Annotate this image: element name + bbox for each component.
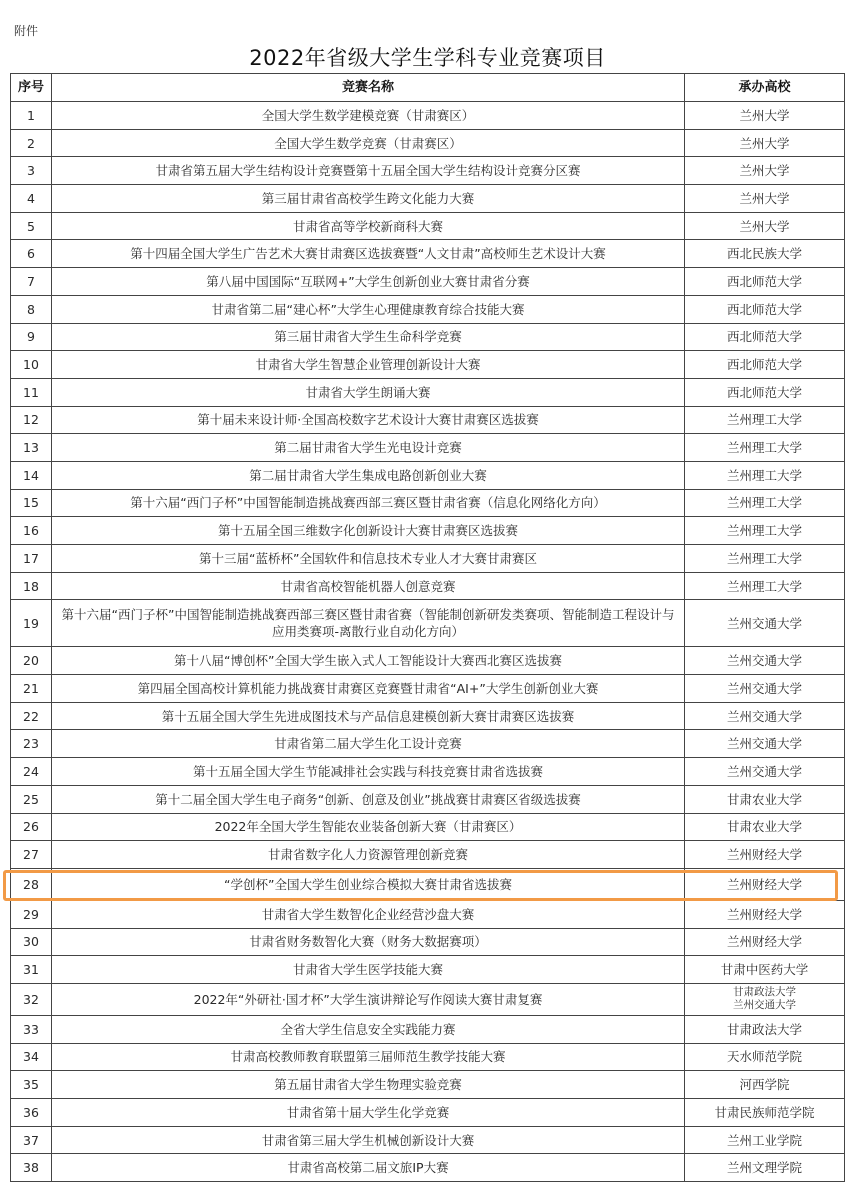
competition-name: 第三届甘肃省高校学生跨文化能力大赛 [52, 185, 685, 213]
table-body [11, 102, 845, 1182]
table-row [11, 102, 845, 130]
host-university: 兰州理工大学 [685, 461, 845, 489]
row-number: 17 [11, 545, 52, 573]
table-row [11, 1126, 845, 1154]
row-number: 20 [11, 647, 52, 675]
row-number: 24 [11, 758, 52, 786]
competition-name: 第十二届全国大学生电子商务“创新、创意及创业”挑战赛甘肃赛区省级选拔赛 [52, 785, 685, 813]
row-number: 16 [11, 517, 52, 545]
table-row [11, 185, 845, 213]
competition-name: 甘肃省高校智能机器人创意竞赛 [52, 572, 685, 600]
row-number: 37 [11, 1126, 52, 1154]
host-university: 西北师范大学 [685, 295, 845, 323]
table-header [11, 74, 845, 102]
table-row [11, 295, 845, 323]
table-row [11, 545, 845, 573]
competition-name: 第十五届全国三维数字化创新设计大赛甘肃赛区选拔赛 [52, 517, 685, 545]
table-row [11, 675, 845, 703]
table-row [11, 1099, 845, 1127]
table-row [11, 378, 845, 406]
row-number: 8 [11, 295, 52, 323]
host-university: 兰州财经大学 [685, 841, 845, 869]
table-row [11, 956, 845, 984]
host-university: 兰州理工大学 [685, 572, 845, 600]
host-university [685, 983, 845, 1015]
column-header-host: 承办高校 [685, 74, 845, 102]
row-number: 14 [11, 461, 52, 489]
host-university: 西北师范大学 [685, 323, 845, 351]
host-university: 兰州交通大学 [685, 758, 845, 786]
host-university: 兰州财经大学 [685, 868, 845, 900]
table-row-highlighted [11, 868, 845, 900]
host-university: 兰州理工大学 [685, 489, 845, 517]
table-row [11, 212, 845, 240]
host-university: 兰州理工大学 [685, 517, 845, 545]
table-row [11, 702, 845, 730]
competition-name: 甘肃省第二届大学生化工设计竞赛 [52, 730, 685, 758]
row-number: 18 [11, 572, 52, 600]
competition-name: 全国大学生数学建模竞赛（甘肃赛区） [52, 102, 685, 130]
host-university: 河西学院 [685, 1071, 845, 1099]
competition-name: 甘肃省大学生医学技能大赛 [52, 956, 685, 984]
host-university: 兰州大学 [685, 102, 845, 130]
host-university: 兰州文理学院 [685, 1154, 845, 1182]
row-number: 26 [11, 813, 52, 841]
row-number: 2 [11, 129, 52, 157]
table-row [11, 351, 845, 379]
table-row [11, 240, 845, 268]
host-university: 兰州大学 [685, 185, 845, 213]
host-university: 兰州财经大学 [685, 928, 845, 956]
row-number: 32 [11, 983, 52, 1015]
row-number: 5 [11, 212, 52, 240]
table-row [11, 129, 845, 157]
competition-name: 全省大学生信息安全实践能力赛 [52, 1015, 685, 1043]
competition-name: 第十四届全国大学生广告艺术大赛甘肃赛区选拔赛暨“人文甘肃”高校师生艺术设计大赛 [52, 240, 685, 268]
row-number: 22 [11, 702, 52, 730]
competition-name: 第十六届“西门子杯”中国智能制造挑战赛西部三赛区暨甘肃省赛（智能制创新研发类赛项、智能制造工程设计与应用类赛项-离散行业自动化方向） [52, 600, 685, 647]
host-university: 西北师范大学 [685, 378, 845, 406]
row-number: 25 [11, 785, 52, 813]
table-row [11, 517, 845, 545]
row-number: 28 [11, 868, 52, 900]
row-number: 10 [11, 351, 52, 379]
competition-table [10, 73, 845, 1182]
competition-name: 甘肃省第十届大学生化学竞赛 [52, 1099, 685, 1127]
column-header-name: 竞赛名称 [52, 74, 685, 102]
table-row [11, 600, 845, 647]
competition-name: 甘肃高校教师教育联盟第三届师范生教学技能大赛 [52, 1043, 685, 1071]
table-row [11, 900, 845, 928]
competition-name: 第四届全国高校计算机能力挑战赛甘肃赛区竞赛暨甘肃省“AI+”大学生创新创业大赛 [52, 675, 685, 703]
table-row [11, 785, 845, 813]
competition-name: 甘肃省第三届大学生机械创新设计大赛 [52, 1126, 685, 1154]
row-number: 34 [11, 1043, 52, 1071]
table-row [11, 461, 845, 489]
host-university: 兰州大学 [685, 212, 845, 240]
row-number: 29 [11, 900, 52, 928]
host-university: 兰州交通大学 [685, 730, 845, 758]
competition-name: 第十六届“西门子杯”中国智能制造挑战赛西部三赛区暨甘肃省赛（信息化网络化方向） [52, 489, 685, 517]
competition-name: 第十届未来设计师·全国高校数字艺术设计大赛甘肃赛区选拔赛 [52, 406, 685, 434]
table-row [11, 730, 845, 758]
competition-name: 第三届甘肃省大学生生命科学竞赛 [52, 323, 685, 351]
competition-name: 第二届甘肃省大学生光电设计竞赛 [52, 434, 685, 462]
table-row [11, 1043, 845, 1071]
row-number: 19 [11, 600, 52, 647]
table-row [11, 489, 845, 517]
row-number: 15 [11, 489, 52, 517]
competition-name: 甘肃省高等学校新商科大赛 [52, 212, 685, 240]
table-row [11, 813, 845, 841]
host-university: 兰州理工大学 [685, 406, 845, 434]
column-header-no: 序号 [11, 74, 52, 102]
table-row [11, 268, 845, 296]
table-row [11, 157, 845, 185]
table-row [11, 1071, 845, 1099]
row-number: 31 [11, 956, 52, 984]
competition-name: 甘肃省大学生智慧企业管理创新设计大赛 [52, 351, 685, 379]
host-university-secondary: 兰州交通大学 [733, 999, 796, 1012]
row-number: 3 [11, 157, 52, 185]
row-number: 9 [11, 323, 52, 351]
attachment-label: 附件 [14, 24, 39, 38]
table-row [11, 406, 845, 434]
row-number: 13 [11, 434, 52, 462]
competition-name: “学创杯”全国大学生创业综合模拟大赛甘肃省选拔赛 [52, 868, 685, 900]
competition-name: 甘肃省数字化人力资源管理创新竞赛 [52, 841, 685, 869]
competition-name: 甘肃省大学生朗诵大赛 [52, 378, 685, 406]
header-row [11, 74, 845, 102]
host-university: 兰州理工大学 [685, 434, 845, 462]
host-university: 兰州交通大学 [685, 600, 845, 647]
host-university: 甘肃农业大学 [685, 813, 845, 841]
competition-name: 甘肃省财务数智化大赛（财务大数据赛项） [52, 928, 685, 956]
row-number: 27 [11, 841, 52, 869]
competition-name: 甘肃省第五届大学生结构设计竞赛暨第十五届全国大学生结构设计竞赛分区赛 [52, 157, 685, 185]
row-number: 36 [11, 1099, 52, 1127]
host-university: 甘肃农业大学 [685, 785, 845, 813]
row-number: 4 [11, 185, 52, 213]
competition-name: 第十五届全国大学生先进成图技术与产品信息建模创新大赛甘肃赛区选拔赛 [52, 702, 685, 730]
row-number: 38 [11, 1154, 52, 1182]
row-number: 11 [11, 378, 52, 406]
competition-name: 甘肃省高校第二届文旅IP大赛 [52, 1154, 685, 1182]
table-row [11, 841, 845, 869]
table-row [11, 434, 845, 462]
row-number: 30 [11, 928, 52, 956]
row-number: 6 [11, 240, 52, 268]
host-university: 西北民族大学 [685, 240, 845, 268]
row-number: 7 [11, 268, 52, 296]
host-university: 兰州财经大学 [685, 900, 845, 928]
host-university: 兰州交通大学 [685, 647, 845, 675]
host-university: 兰州大学 [685, 157, 845, 185]
table-row [11, 1015, 845, 1043]
row-number: 21 [11, 675, 52, 703]
competition-name: 第十三届“蓝桥杯”全国软件和信息技术专业人才大赛甘肃赛区 [52, 545, 685, 573]
competition-name: 全国大学生数学竞赛（甘肃赛区） [52, 129, 685, 157]
table-row [11, 572, 845, 600]
host-university-primary: 甘肃政法大学 [733, 986, 796, 999]
table-row [11, 928, 845, 956]
row-number: 35 [11, 1071, 52, 1099]
table-row [11, 647, 845, 675]
competition-name: 第十五届全国大学生节能减排社会实践与科技竞赛甘肃省选拔赛 [52, 758, 685, 786]
host-university: 甘肃中医药大学 [685, 956, 845, 984]
row-number: 1 [11, 102, 52, 130]
table-row [11, 323, 845, 351]
competition-name: 甘肃省第二届“建心杯”大学生心理健康教育综合技能大赛 [52, 295, 685, 323]
competition-name: 第八届中国国际“互联网+”大学生创新创业大赛甘肃省分赛 [52, 268, 685, 296]
competition-name: 第二届甘肃省大学生集成电路创新创业大赛 [52, 461, 685, 489]
host-university: 西北师范大学 [685, 268, 845, 296]
row-number: 12 [11, 406, 52, 434]
host-university: 兰州理工大学 [685, 545, 845, 573]
host-university: 兰州交通大学 [685, 702, 845, 730]
document-title: 2022年省级大学生学科专业竞赛项目 [249, 46, 606, 70]
host-university: 西北师范大学 [685, 351, 845, 379]
competition-name: 第五届甘肃省大学生物理实验竞赛 [52, 1071, 685, 1099]
host-university: 甘肃民族师范学院 [685, 1099, 845, 1127]
table-row [11, 983, 845, 1015]
host-university: 天水师范学院 [685, 1043, 845, 1071]
competition-name: 2022年“外研社·国才杯”大学生演讲辩论写作阅读大赛甘肃复赛 [52, 983, 685, 1015]
competition-name: 甘肃省大学生数智化企业经营沙盘大赛 [52, 900, 685, 928]
table-row [11, 1154, 845, 1182]
table-row [11, 758, 845, 786]
host-university: 甘肃政法大学 [685, 1015, 845, 1043]
host-university: 兰州工业学院 [685, 1126, 845, 1154]
host-university: 兰州大学 [685, 129, 845, 157]
row-number: 23 [11, 730, 52, 758]
host-university: 兰州交通大学 [685, 675, 845, 703]
competition-name: 第十八届“博创杯”全国大学生嵌入式人工智能设计大赛西北赛区选拔赛 [52, 647, 685, 675]
competition-name: 2022年全国大学生智能农业装备创新大赛（甘肃赛区） [52, 813, 685, 841]
row-number: 33 [11, 1015, 52, 1043]
